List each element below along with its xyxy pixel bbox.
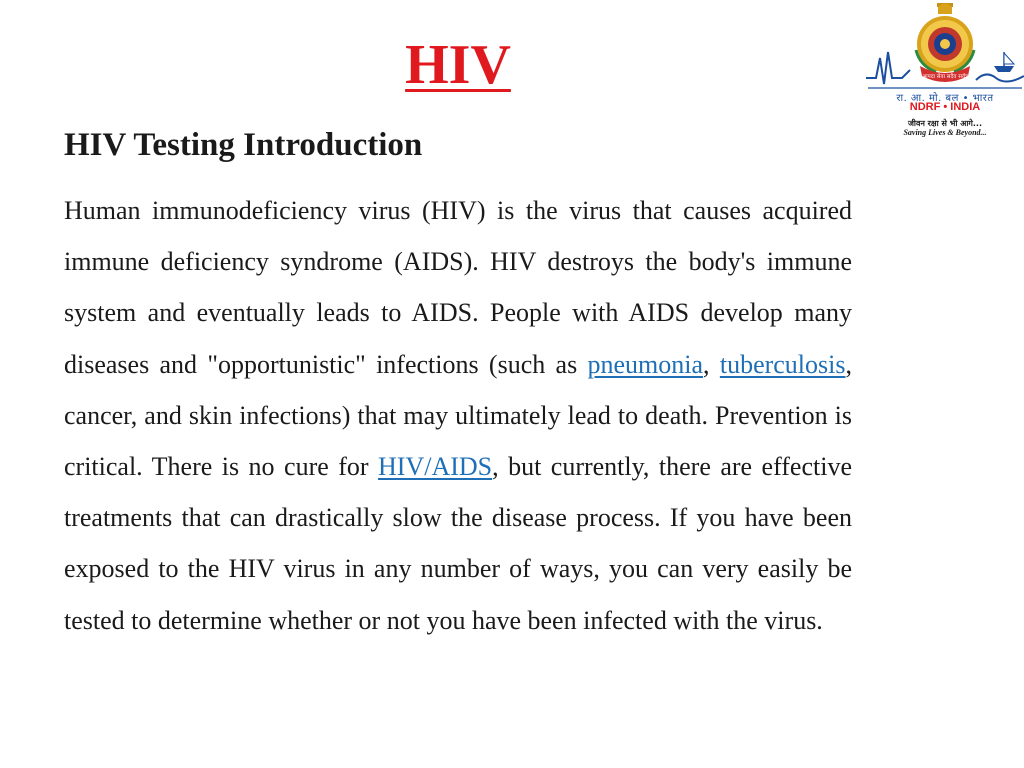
body-separator: , xyxy=(703,349,720,379)
ndrf-logo xyxy=(864,0,1024,142)
pneumonia-link[interactable]: pneumonia xyxy=(587,349,704,379)
logo-motto: जीवन रक्षा से भी आगे... xyxy=(907,119,983,128)
tuberculosis-link[interactable]: tuberculosis xyxy=(719,349,846,379)
slide-title: HIV xyxy=(405,34,511,96)
hiv-aids-link[interactable]: HIV/AIDS xyxy=(378,452,493,482)
emblem-motto: आपदा सेवा सदैव सर्वत्र xyxy=(921,74,969,80)
body-text-part-3: , but currently, there are effective treatments that can drastically slow the disease process. If you have been exposed to the HIV virus in any number of ways, you can very easily be tested to determine whether or not you have been infected with the virus. xyxy=(64,452,852,635)
ndrf-emblem-icon xyxy=(864,0,1024,92)
section-heading: HIV Testing Introduction xyxy=(64,127,423,163)
body-text-part-2: , cancer, and skin infections) that may ultimately lead to death. Prevention is critical. There is no cure for xyxy=(64,349,852,482)
logo-hindi-line: रा. आ. मो. बल • भारत xyxy=(896,93,994,104)
logo-tagline: Saving Lives & Beyond... xyxy=(903,128,987,137)
body-paragraph xyxy=(64,185,852,646)
logo-org-name: NDRF • INDIA xyxy=(909,101,981,113)
body-text-part-1: Human immunodeficiency virus (HIV) is the virus that causes acquired immune deficiency syndrome (AIDS). HIV destroys the body's immune system and eventually leads to AIDS. People with AIDS develop many diseases and "opportunistic" infections (such as xyxy=(64,196,852,379)
